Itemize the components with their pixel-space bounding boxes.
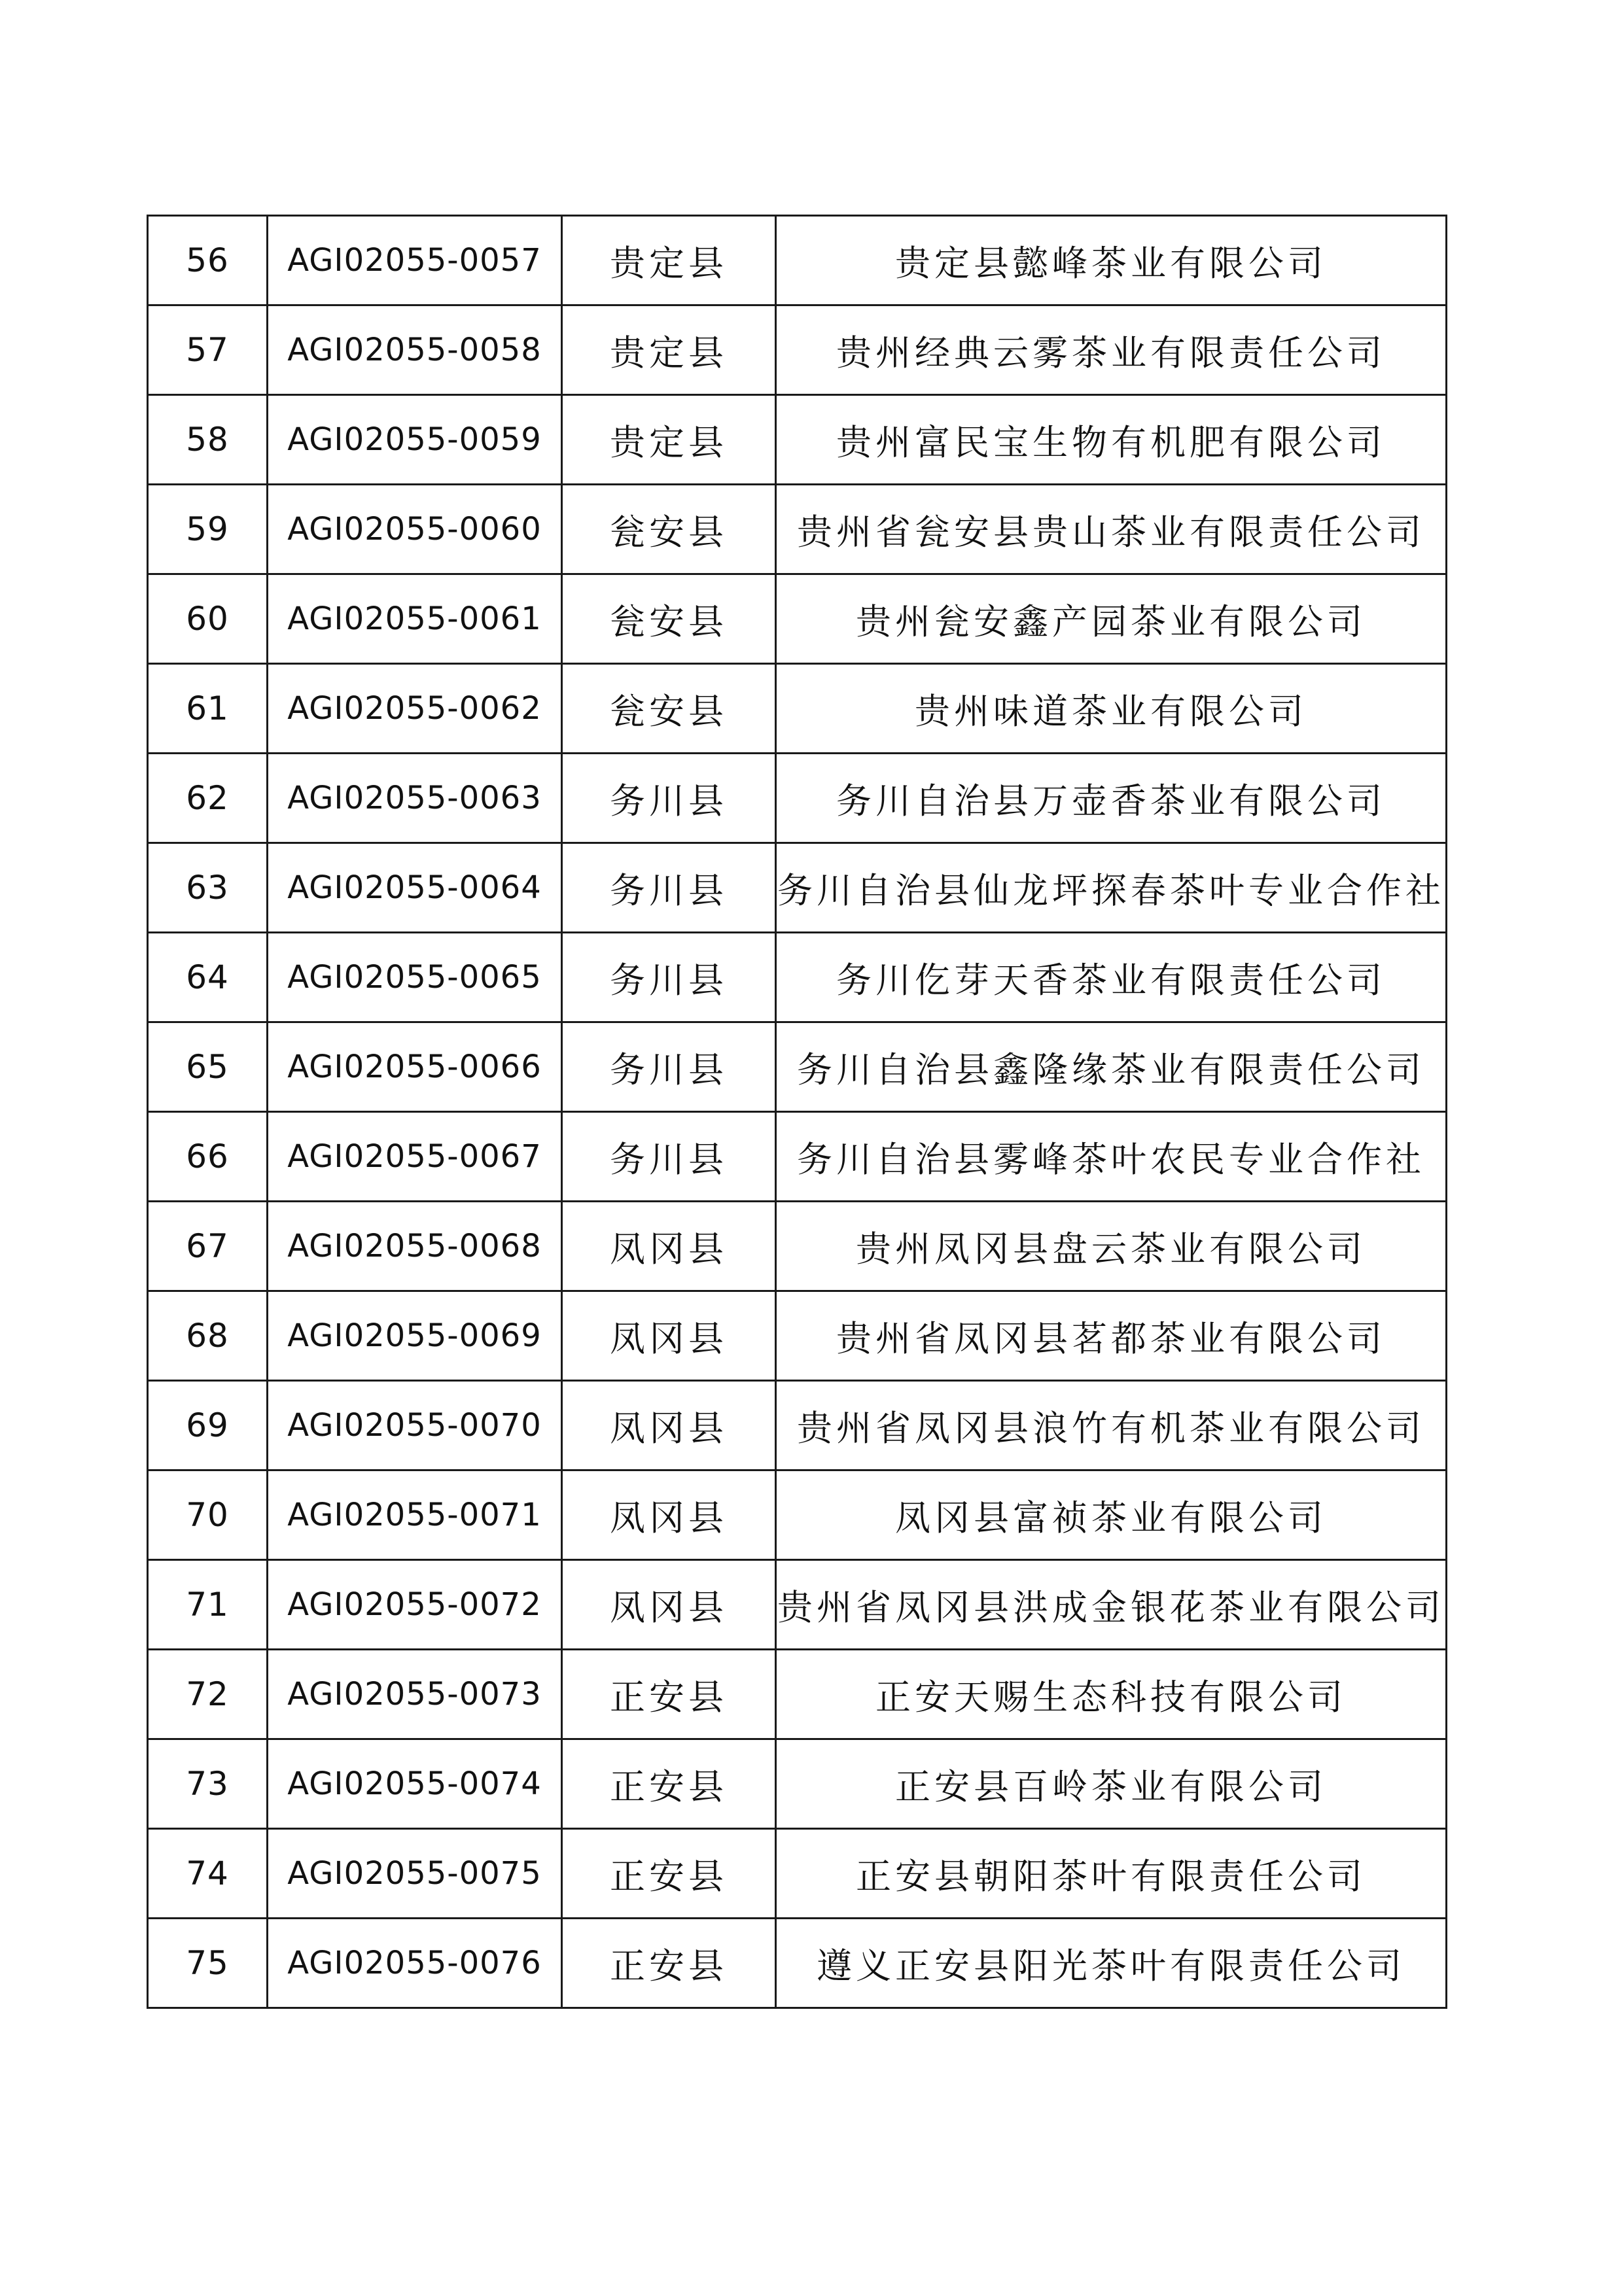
county-name: 瓮安县 [562, 664, 776, 754]
county-name: 凤冈县 [562, 1560, 776, 1650]
county-name: 正安县 [562, 1919, 776, 2008]
county-name: 务川县 [562, 1112, 776, 1202]
county-name: 凤冈县 [562, 1381, 776, 1470]
company-name: 贵州富民宝生物有机肥有限公司 [776, 395, 1447, 485]
row-number: 70 [148, 1470, 268, 1560]
company-name: 贵州凤冈县盘云茶业有限公司 [776, 1202, 1447, 1291]
company-name: 正安县朝阳茶叶有限责任公司 [776, 1829, 1447, 1919]
row-number: 67 [148, 1202, 268, 1291]
county-name: 瓮安县 [562, 574, 776, 664]
company-name: 贵州经典云雾茶业有限责任公司 [776, 305, 1447, 395]
county-name: 务川县 [562, 754, 776, 843]
company-name: 贵州省瓮安县贵山茶业有限责任公司 [776, 485, 1447, 574]
county-name: 瓮安县 [562, 485, 776, 574]
registration-code: AGI02055-0075 [268, 1829, 562, 1919]
row-number: 73 [148, 1739, 268, 1829]
registration-code: AGI02055-0073 [268, 1650, 562, 1739]
county-name: 正安县 [562, 1829, 776, 1919]
county-name: 凤冈县 [562, 1470, 776, 1560]
registration-code: AGI02055-0065 [268, 933, 562, 1022]
county-name: 凤冈县 [562, 1202, 776, 1291]
row-number: 72 [148, 1650, 268, 1739]
county-name: 务川县 [562, 1022, 776, 1112]
registration-code: AGI02055-0064 [268, 843, 562, 933]
table-row [148, 664, 1447, 754]
company-name: 贵州省凤冈县浪竹有机茶业有限公司 [776, 1381, 1447, 1470]
table-row [148, 1560, 1447, 1650]
row-number: 69 [148, 1381, 268, 1470]
company-name: 贵州味道茶业有限公司 [776, 664, 1447, 754]
registration-code: AGI02055-0071 [268, 1470, 562, 1560]
registration-code: AGI02055-0068 [268, 1202, 562, 1291]
table-row [148, 395, 1447, 485]
table-row [148, 1650, 1447, 1739]
registration-code: AGI02055-0074 [268, 1739, 562, 1829]
row-number: 59 [148, 485, 268, 574]
table-row [148, 1022, 1447, 1112]
row-number: 63 [148, 843, 268, 933]
row-number: 74 [148, 1829, 268, 1919]
company-name: 遵义正安县阳光茶叶有限责任公司 [776, 1919, 1447, 2008]
county-name: 贵定县 [562, 216, 776, 305]
table-row [148, 1470, 1447, 1560]
row-number: 61 [148, 664, 268, 754]
company-name: 贵定县懿峰茶业有限公司 [776, 216, 1447, 305]
registration-code: AGI02055-0061 [268, 574, 562, 664]
table-row [148, 1829, 1447, 1919]
county-name: 贵定县 [562, 305, 776, 395]
table-body [148, 216, 1447, 2008]
registration-code: AGI02055-0059 [268, 395, 562, 485]
table-row [148, 1739, 1447, 1829]
registration-code: AGI02055-0069 [268, 1291, 562, 1381]
registration-code: AGI02055-0058 [268, 305, 562, 395]
table-row [148, 1381, 1447, 1470]
company-name: 务川仡芽天香茶业有限责任公司 [776, 933, 1447, 1022]
company-name: 正安天赐生态科技有限公司 [776, 1650, 1447, 1739]
county-name: 正安县 [562, 1650, 776, 1739]
registration-code: AGI02055-0062 [268, 664, 562, 754]
row-number: 71 [148, 1560, 268, 1650]
registration-code: AGI02055-0063 [268, 754, 562, 843]
county-name: 正安县 [562, 1739, 776, 1829]
registration-code: AGI02055-0067 [268, 1112, 562, 1202]
registration-code: AGI02055-0070 [268, 1381, 562, 1470]
company-name: 正安县百岭茶业有限公司 [776, 1739, 1447, 1829]
row-number: 68 [148, 1291, 268, 1381]
table-row [148, 485, 1447, 574]
company-name: 贵州省凤冈县洪成金银花茶业有限公司 [776, 1560, 1447, 1650]
row-number: 75 [148, 1919, 268, 2008]
company-name: 贵州省凤冈县茗都茶业有限公司 [776, 1291, 1447, 1381]
registration-code: AGI02055-0066 [268, 1022, 562, 1112]
row-number: 56 [148, 216, 268, 305]
company-name: 务川自治县雾峰茶叶农民专业合作社 [776, 1112, 1447, 1202]
table-row [148, 1291, 1447, 1381]
row-number: 65 [148, 1022, 268, 1112]
company-name: 务川自治县仙龙坪探春茶叶专业合作社 [776, 843, 1447, 933]
company-name: 务川自治县鑫隆缘茶业有限责任公司 [776, 1022, 1447, 1112]
registration-code: AGI02055-0072 [268, 1560, 562, 1650]
table-row [148, 1202, 1447, 1291]
row-number: 66 [148, 1112, 268, 1202]
row-number: 60 [148, 574, 268, 664]
table-row [148, 305, 1447, 395]
company-list-table [147, 215, 1447, 2009]
registration-code: AGI02055-0057 [268, 216, 562, 305]
row-number: 57 [148, 305, 268, 395]
table-row [148, 754, 1447, 843]
company-name: 贵州瓮安鑫产园茶业有限公司 [776, 574, 1447, 664]
table-row [148, 1919, 1447, 2008]
row-number: 64 [148, 933, 268, 1022]
county-name: 贵定县 [562, 395, 776, 485]
county-name: 务川县 [562, 933, 776, 1022]
company-name: 务川自治县万壶香茶业有限公司 [776, 754, 1447, 843]
county-name: 凤冈县 [562, 1291, 776, 1381]
table-row [148, 843, 1447, 933]
row-number: 58 [148, 395, 268, 485]
table-row [148, 574, 1447, 664]
registration-code: AGI02055-0076 [268, 1919, 562, 2008]
table-row [148, 216, 1447, 305]
registration-code: AGI02055-0060 [268, 485, 562, 574]
table-row [148, 933, 1447, 1022]
county-name: 务川县 [562, 843, 776, 933]
table-row [148, 1112, 1447, 1202]
row-number: 62 [148, 754, 268, 843]
company-name: 凤冈县富祯茶业有限公司 [776, 1470, 1447, 1560]
